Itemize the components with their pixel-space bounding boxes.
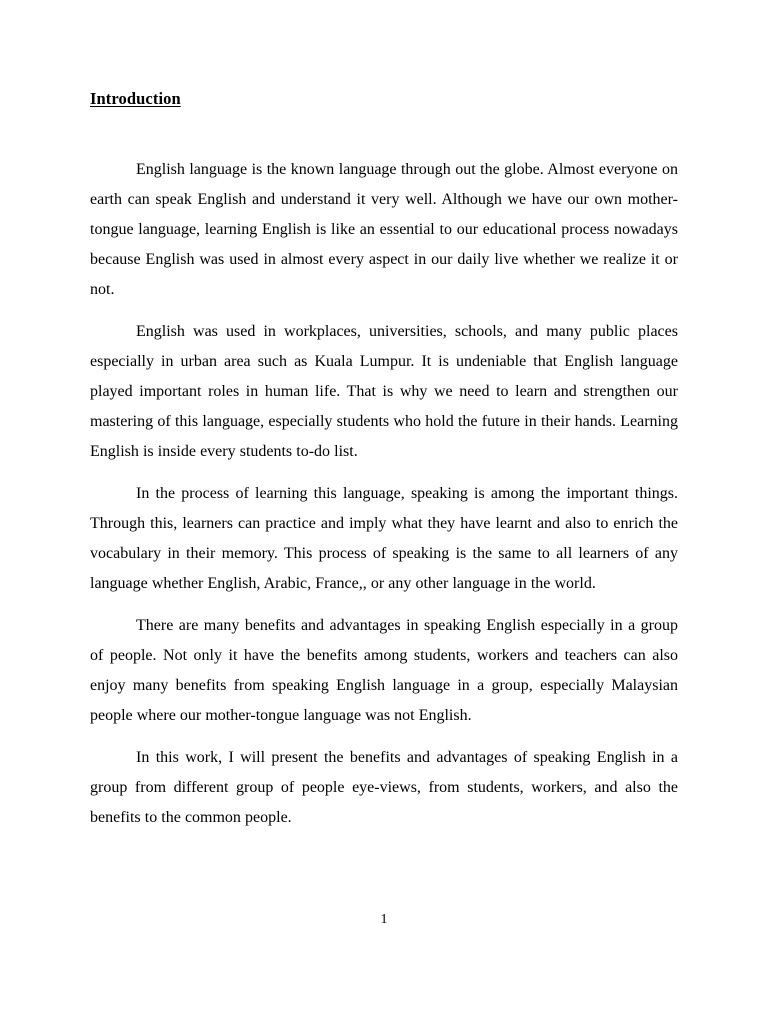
- paragraph-spacer: [90, 305, 678, 317]
- page-number: 1: [380, 912, 388, 927]
- paragraph-spacer: [90, 599, 678, 611]
- paragraph-3: In the process of learning this language, speaking is among the important things. Through this, learners can practice and imply what they have learnt and also to enrich the vocabulary in their memory. This process of speaking is the same to all learners of any language whether English, Arabic, France,, or any other language in the world.: [90, 485, 678, 592]
- paragraph-2: English was used in workplaces, universities, schools, and many public places especially in urban area such as Kuala Lumpur. It is undeniable that English language played important roles in human life. That is why we need to learn and strengthen our mastering of this language, especially students who hold the future in their hands. Learning English is inside every students to-do list.: [90, 323, 678, 460]
- paragraph-4: There are many benefits and advantages in speaking English especially in a group of people. Not only it have the benefits among students, workers and teachers can also enjoy many benefits from speaking English language in a group, especially Malaysian people where our mother-tongue language was not English.: [90, 617, 678, 724]
- section-heading-introduction: Introduction: [90, 89, 181, 108]
- paragraph-spacer: [90, 731, 678, 743]
- heading-spacer: [90, 114, 678, 155]
- document-body: [90, 84, 678, 833]
- paragraph-1: English language is the known language through out the globe. Almost everyone on earth can speak English and understand it very well. Although we have our own mother-tongue language, learning English is like an essential to our educational process nowadays because English was used in almost every aspect in our daily live whether we realize it or not.: [90, 161, 678, 298]
- paragraph-spacer: [90, 467, 678, 479]
- paragraph-5: In this work, I will present the benefits and advantages of speaking English in a group from different group of people eye-views, from students, workers, and also the benefits to the common people.: [90, 749, 678, 826]
